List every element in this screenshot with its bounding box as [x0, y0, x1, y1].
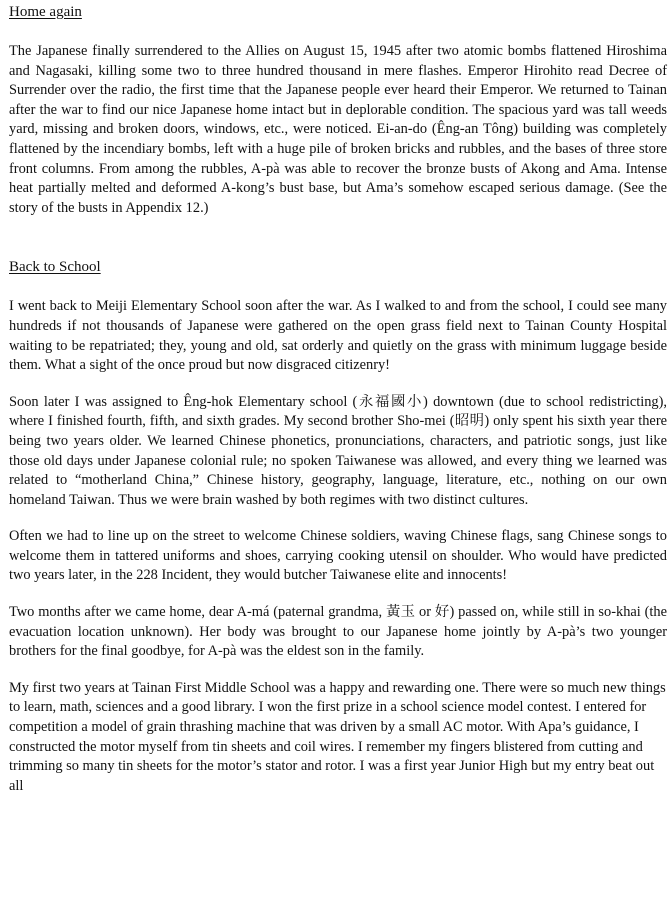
paragraph-grandma: Two months after we came home, dear A-má (paternal grandma, 黃玉 or 好) passed on, while still in so-khai (the evacuation location unknown). Her body was brought to our Japanese home jointly by A-pà’s two younger brothers for the final goodbye, for A-pà was the eldest son in the family. — [9, 604, 667, 660]
paragraph-surrender: The Japanese finally surrendered to the Allies on August 15, 1945 after two atomic bombs flattened Hiroshima and Nagasaki, killing some two to three hundred thousand in mere flashes. Emperor Hirohito read Decree of Surrender over the radio, the first time that the Japanese people ever heard their Emperor. We returned to Tainan after the war to find our nice Japanese home intact but in deplorable condition. The spacious yard was tall weeds yard, missing and broken doors, windows, etc., were noticed. Ei-an-do (Êng-an Tông) building was completely flattened by the incendiary bombs, left with a huge pile of broken bricks and rubbles, and the bases of three store front columns. From among the rubbles, A-pà was able to recover the bronze busts of Akong and Ama. Intense heat partially melted and deformed A-kong’s bust base, but Ama’s somehow escaped serious damage. (See the story of the busts in Appendix 12.) — [9, 43, 667, 216]
section-heading-back-to-school: Back to School — [9, 259, 101, 276]
paragraph-meiji-school: I went back to Meiji Elementary School soon after the war. As I walked to and from the school, I could see many hundreds if not thousands of Japanese were gathered on the open grass field next to Tainan County Hospital waiting to be repatriated; they, young and old, sat orderly and quietly on the grass with minimum luggage beside them. What a sight of the once proud but now disgraced citizenry! — [9, 298, 667, 374]
section-heading-home-again: Home again — [9, 4, 82, 20]
paragraph-middle-school: My first two years at Tainan First Middle School was a happy and rewarding one. There were so much new things to learn, math, sciences and a good library. I won the first prize in a school science model contest. I entered for competition a model of grain thrashing machine that was driven by a small AC motor. With Apa’s guidance, I constructed the motor myself from tin sheets and coil wires. I remember my fingers blistered from cutting and trimming so many tin sheets for the motor’s stator and rotor. I was a first year Junior High but my entry beat out all — [9, 679, 666, 794]
document-page — [9, 3, 667, 796]
paragraph-chinese-soldiers: Often we had to line up on the street to welcome Chinese soldiers, waving Chinese flags, sang Chinese songs to welcome them in tattered uniforms and shoes, carrying cooking utensil on shoulder. Who would have predicted two years later, in the 228 Incident, they would butcher Taiwanese elite and innocents! — [9, 528, 667, 584]
paragraph-eng-hok-school: Soon later I was assigned to Êng-hok Elementary school (永福國小) downtown (due to school redistricting), where I finished fourth, fifth, and sixth grades. My second brother Sho-mei (昭明) only spent his sixth year there being two years older. We learned Chinese phonetics, pronunciations, characters, and patriotic songs, just like those old days under Japanese colonial rule; no spoken Taiwanese was allowed, and every thing we learned was related to “motherland China,” Chinese history, geography, language, literature, etc., nothing on our own homeland Taiwan. Thus we were brain washed by both regimes with two distinct cultures. — [9, 393, 667, 508]
